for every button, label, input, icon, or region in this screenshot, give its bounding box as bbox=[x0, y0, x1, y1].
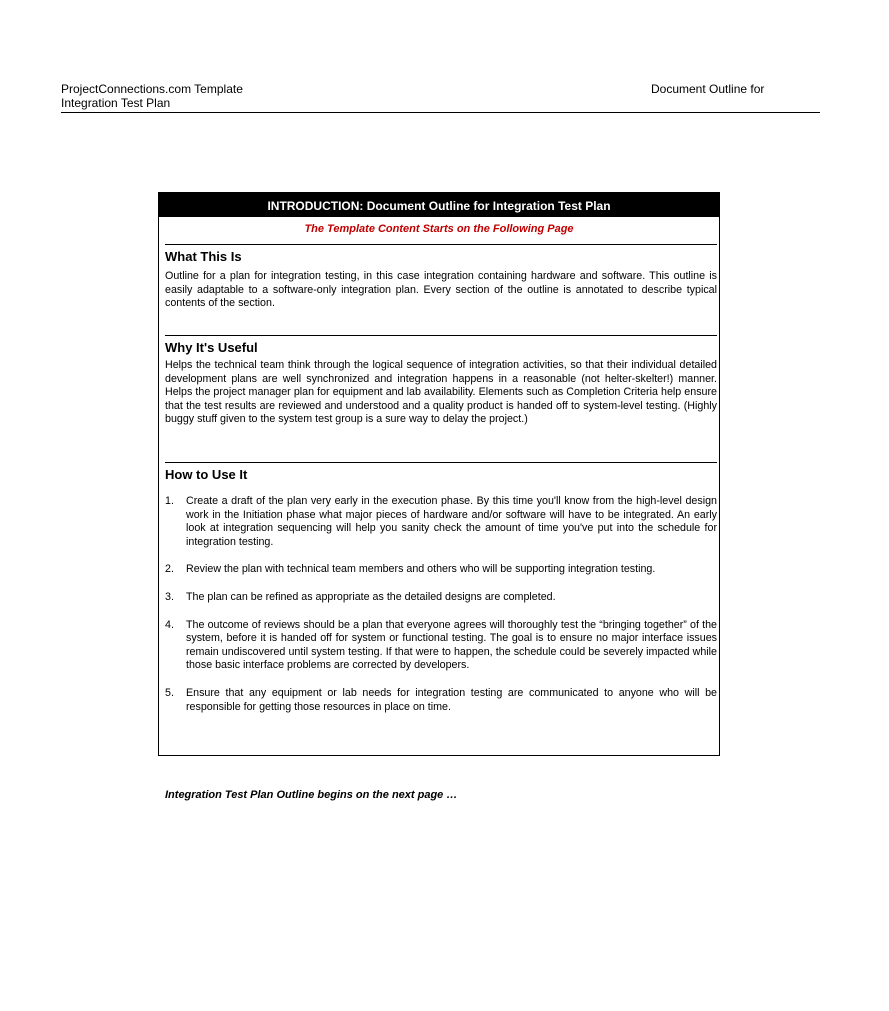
step-number: 1. bbox=[165, 495, 174, 507]
usage-steps-list bbox=[165, 495, 717, 714]
list-item bbox=[165, 591, 717, 605]
section-body: Outline for a plan for integration testing, in this case integration containing hardware and software. This outline is easily adaptable to a software-only integration plan. Every section of the outline is annotated to describe typical contents of the section. bbox=[165, 270, 717, 310]
list-item bbox=[165, 619, 717, 673]
step-number: 2. bbox=[165, 563, 174, 576]
introduction-box bbox=[158, 192, 720, 756]
list-item bbox=[165, 687, 717, 714]
step-text: Review the plan with technical team members and others who will be supporting integration testing. bbox=[186, 563, 656, 576]
step-text: Ensure that any equipment or lab needs for integration testing are communicated to anyone who will be responsible for getting those resources in place on time. bbox=[186, 686, 717, 713]
next-page-note: Integration Test Plan Outline begins on the next page … bbox=[165, 789, 458, 801]
section-why-useful bbox=[165, 335, 717, 427]
list-item bbox=[165, 563, 717, 577]
header-source: ProjectConnections.com Template bbox=[61, 82, 243, 96]
section-divider bbox=[165, 335, 717, 336]
section-divider bbox=[165, 244, 717, 245]
header-divider bbox=[61, 112, 820, 113]
header-doc-name: Integration Test Plan bbox=[61, 96, 171, 110]
section-heading: What This Is bbox=[165, 249, 242, 264]
step-number: 3. bbox=[165, 590, 174, 603]
step-number: 5. bbox=[165, 686, 174, 699]
step-text: The outcome of reviews should be a plan that everyone agrees will thoroughly test the “bringing together” of the system, before it is handed off for system or functional testing. The goal is to ensure no major interface issues remain undiscovered until system testing. If that were to happen, the schedule could be severely impacted while those basic interface problems are corrected by developers. bbox=[186, 618, 717, 672]
header-template-name bbox=[61, 82, 243, 110]
section-how-to-use bbox=[165, 462, 717, 728]
section-body: Helps the technical team think through the logical sequence of integration activities, so that their individual detailed development plans are well synchronized and integration happens in a reasonable (not helter-skelter!) manner. Helps the project manager plan for equipment and lab availability. Elements such as Completion Criteria help ensure that the test results are reviewed and understood and a quality product is handed off to system-level testing. (Highly buggy stuff given to the system test group is a sure way to delay the project.) bbox=[165, 359, 717, 426]
section-what-this-is bbox=[165, 244, 717, 311]
section-divider bbox=[165, 462, 717, 463]
template-start-note: The Template Content Starts on the Following Page bbox=[304, 223, 574, 235]
introduction-title: INTRODUCTION: Document Outline for Integration Test Plan bbox=[159, 193, 719, 217]
step-text: The plan can be refined as appropriate as the detailed designs are completed. bbox=[186, 590, 556, 603]
list-item bbox=[165, 495, 717, 549]
header-doc-type: Document Outline for bbox=[651, 82, 765, 96]
section-heading: How to Use It bbox=[165, 467, 248, 482]
step-text: Create a draft of the plan very early in the execution phase. By this time you'll know from the high-level design work in the Initiation phase what major pieces of hardware and/or software will have to be integrated. An early look at integration sequencing will help you sanity check the amount of time you've put into the schedule for integration testing. bbox=[186, 495, 717, 548]
step-number: 4. bbox=[165, 618, 174, 631]
section-heading: Why It's Useful bbox=[165, 340, 258, 355]
